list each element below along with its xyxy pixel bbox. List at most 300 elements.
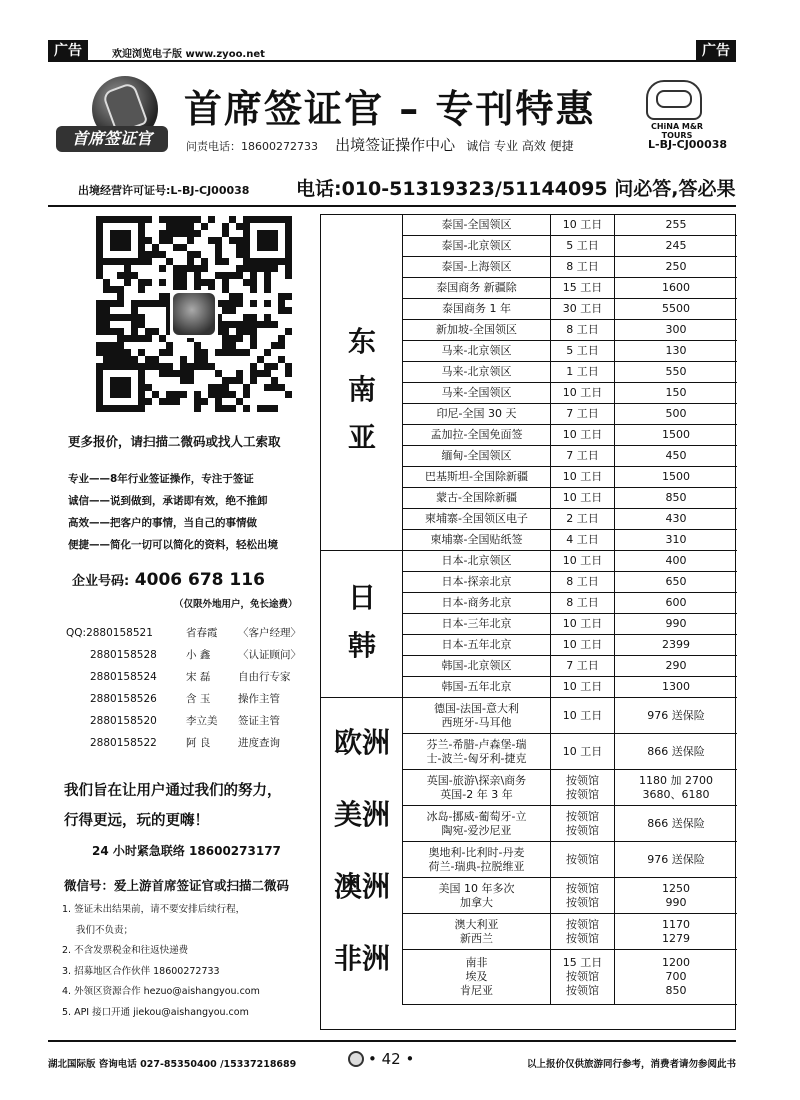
destination-cell-text: 荷兰-瑞典-拉脱维亚 [428,859,525,873]
destination-cell-text: 日本-三年北京 [441,617,512,630]
processing-time-cell-text: 10 工日 [562,680,603,693]
wechat-id: 微信号：爱上游首席签证官或扫描二微码 [64,878,290,893]
destination-cell-text: 马来-北京领区 [441,365,512,378]
processing-time-cell [551,734,615,769]
destination-cell-text: 肯尼亚 [460,984,493,997]
contact-row [66,622,301,644]
price-cell-text: 1500 [662,470,690,483]
enterprise-note: （仅限外地用户，免长途费） [174,599,298,610]
operating-license: 出境经营许可证号:L-BJ-CJ00038 [78,184,250,197]
principle-item: 便捷——简化一切可以简化的资料，轻松出境 [68,539,278,551]
mountain-logo-icon [656,90,692,108]
destination-cell-text: 泰国-全国领区 [441,218,512,231]
processing-time-cell-text: 15 工日 [562,956,603,969]
mission-statement [64,776,282,836]
processing-time-cell-text: 按领馆 [566,823,599,837]
destination-cell [403,614,551,634]
price-cell [615,383,737,403]
table-row [403,488,737,509]
price-cell-text: 450 [665,449,687,462]
processing-time-cell-text: 按领馆 [566,787,599,801]
center-name: 出境签证操作中心 [335,136,456,154]
processing-time-cell-text: 按领馆 [566,917,599,931]
contact-name: 宋 磊 [186,671,211,683]
contact-qq[interactable]: 2880158528 [90,649,157,661]
notes-list [62,900,260,1024]
table-row [403,278,737,299]
price-cell [615,446,737,466]
table-row [403,635,737,656]
destination-cell [403,467,551,487]
destination-cell-text: 冰岛-挪威-葡萄牙-立 [426,809,527,823]
processing-time-cell [551,530,615,550]
page-number-text: • 42 • [368,1050,415,1068]
price-cell-text: 976 送保险 [647,852,705,866]
contact-qq[interactable]: 2880158524 [90,671,157,683]
region-label: 澳洲 [333,870,390,903]
processing-time-cell [551,404,615,424]
contact-list [66,622,301,754]
contact-row [66,710,301,732]
contact-qq[interactable]: 2880158522 [90,737,157,749]
ad-tag-right: 广告 [696,40,736,62]
processing-time-cell-text: 5 工日 [566,344,599,357]
price-cell [615,404,737,424]
processing-time-cell-text: 按领馆 [566,773,599,787]
processing-time-cell [551,551,615,571]
table-row [403,734,737,770]
table-row [403,806,737,842]
destination-cell-text: 蒙古-全国除新疆 [436,491,517,504]
principle-item: 专业——8年行业签证操作，专注于签证 [68,473,254,485]
processing-time-cell-text: 10 工日 [562,638,603,651]
destination-cell-text: 新西兰 [460,931,493,945]
processing-time-cell-text: 10 工日 [562,470,603,483]
price-cell [615,278,737,298]
processing-time-cell-text: 30 工日 [562,302,603,315]
destination-cell [403,698,551,733]
table-row [403,425,737,446]
page-title: 首席签证官 – 专刊特惠 [184,87,596,131]
destination-cell-text: 马来-全国领区 [441,386,512,399]
price-cell-text: 310 [665,533,687,546]
processing-time-cell-text: 10 工日 [562,554,603,567]
footer-left: 湖北国际版 咨询电话 027-85350400 /15337218689 [48,1059,297,1070]
table-row [403,236,737,257]
contact-row [66,644,301,666]
price-cell [615,878,737,913]
divider [48,1040,736,1042]
contact-role: 操作主管 [238,693,280,705]
price-cell-text: 990 [665,617,687,630]
processing-time-cell [551,677,615,697]
note-item: 我们不负责； [76,924,134,936]
table-row [403,404,737,425]
enterprise-phone[interactable]: 4006 678 116 [134,570,265,590]
price-cell-text: 550 [665,365,687,378]
table-row [403,341,737,362]
price-cell-text: 150 [665,386,687,399]
price-cell [615,236,737,256]
processing-time-cell-text: 按领馆 [566,881,599,895]
region-label: 东 [347,325,376,358]
contact-role: 签证主管 [238,715,280,727]
destination-cell [403,446,551,466]
processing-time-cell [551,383,615,403]
main-phone: 电话:010-51319323/51144095 问必答,答必果 [296,178,736,200]
processing-time-cell-text: 10 工日 [562,744,603,758]
price-cell-text: 290 [665,659,687,672]
price-cell [615,257,737,277]
table-row [403,446,737,467]
processing-time-cell [551,425,615,445]
processing-time-cell [551,614,615,634]
processing-time-cell-text: 5 工日 [566,239,599,252]
processing-time-cell-text: 按领馆 [566,970,599,983]
table-row [403,878,737,914]
contact-role: 〈客户经理〉 [238,627,301,639]
price-cell [615,614,737,634]
destination-cell-text: 澳大利亚 [454,917,499,931]
table-row [403,572,737,593]
enterprise-label: 企业号码: [72,574,130,589]
processing-time-cell [551,320,615,340]
china-mr-tours-text: CHiNA M&R TOURS [650,122,704,140]
processing-time-cell-text: 10 工日 [562,617,603,630]
price-cell [615,488,737,508]
price-cell [615,914,737,949]
price-cell-text: 990 [665,895,687,909]
contact-name: 小 鑫 [186,649,211,661]
destination-cell [403,488,551,508]
destination-cell [403,551,551,571]
destination-cell-text: 印尼-全国 30 天 [436,407,517,420]
destination-cell-text: 巴基斯坦-全国除新疆 [425,470,528,483]
price-cell-text: 300 [665,323,687,336]
region-label: 日 [347,581,376,614]
region-cell [321,698,403,1005]
destination-cell-text: 韩国-五年北京 [441,680,512,693]
table-row [403,842,737,878]
table-row [403,257,737,278]
processing-time-cell [551,257,615,277]
price-cell-text: 1250 [662,881,690,895]
processing-time-cell [551,236,615,256]
contact-name: 李立美 [186,715,218,727]
price-cell-text: 1200 [662,956,690,969]
price-cell-text: 430 [665,512,687,525]
table-row [403,383,737,404]
processing-time-cell [551,842,615,877]
processing-time-cell [551,572,615,592]
destination-cell [403,425,551,445]
table-row [403,509,737,530]
table-row [403,551,737,572]
processing-time-cell [551,278,615,298]
region-label: 南 [347,373,376,406]
destination-cell-text: 奥地利-比利时-丹麦 [428,845,525,859]
price-cell [615,467,737,487]
table-row [403,950,737,1005]
destination-cell-text: 英国-旅游\探亲\商务 [426,773,527,787]
price-cell [615,320,737,340]
processing-time-cell-text: 2 工日 [566,512,599,525]
destination-cell [403,278,551,298]
price-cell [615,425,737,445]
processing-time-cell [551,878,615,913]
region-label: 欧洲 [333,726,390,759]
destination-cell-text: 孟加拉-全国免面签 [430,428,523,441]
processing-time-cell-text: 4 工日 [566,533,599,546]
table-row [403,467,737,488]
destination-cell-text: 德国-法国-意大利 [434,701,519,715]
table-row [403,770,737,806]
destination-cell [403,530,551,550]
price-cell [615,698,737,733]
contact-qq[interactable]: 2880158526 [90,693,157,705]
scan-prompt: 更多报价，请扫描二微码或找人工索取 [68,434,281,449]
destination-cell [403,806,551,841]
processing-time-cell [551,488,615,508]
destination-cell [403,593,551,613]
contact-name: 含 玉 [186,693,211,705]
visa-officer-logo-icon [173,293,215,335]
slogan: 诚信 专业 高效 便捷 [466,139,574,153]
contact-row [66,688,301,710]
region-label: 亚 [347,421,376,454]
price-cell [615,677,737,697]
destination-cell [403,383,551,403]
processing-time-cell-text: 8 工日 [566,323,599,336]
processing-time-cell [551,215,615,235]
accountability-phone: 问责电话：18600272733 [186,140,318,153]
region-label: 美洲 [333,798,390,831]
divider [48,205,736,207]
contact-row [66,666,301,688]
destination-cell [403,677,551,697]
destination-cell-text: 日本-探亲北京 [441,575,512,588]
price-cell-text: 400 [665,554,687,567]
price-cell [615,215,737,235]
destination-cell [403,878,551,913]
processing-time-cell-text: 按领馆 [566,931,599,945]
note-item: 3. 招募地区合作伙伴 18600272733 [62,965,220,977]
contact-qq[interactable]: QQ:2880158521 [66,627,153,639]
processing-time-cell-text: 按领馆 [566,895,599,909]
processing-time-cell-text: 10 工日 [562,218,603,231]
license-code-right: L-BJ-CJ00038 [648,138,728,151]
price-cell [615,299,737,319]
table-row [403,656,737,677]
destination-cell [403,770,551,805]
destination-cell-text: 马来-北京领区 [441,344,512,357]
contact-name: 省春霞 [186,627,218,639]
destination-cell-text: 加拿大 [460,895,493,909]
price-cell-text: 850 [665,491,687,504]
logo-banner: 首席签证官 [56,126,168,152]
destination-cell [403,842,551,877]
destination-cell [403,509,551,529]
price-cell [615,734,737,769]
price-cell [615,593,737,613]
price-cell-text: 976 送保险 [647,708,705,722]
processing-time-cell-text: 按领馆 [566,809,599,823]
contact-role: 进度查询 [238,737,280,749]
destination-cell-text: 日本-北京领区 [441,554,512,567]
price-cell-text: 250 [665,260,687,273]
processing-time-cell-text: 1 工日 [566,365,599,378]
destination-cell-text: 韩国-北京领区 [441,659,512,672]
table-row [403,530,737,551]
price-cell [615,635,737,655]
processing-time-cell-text: 7 工日 [566,659,599,672]
destination-cell-text: 柬埔寨-全国贴纸签 [430,533,523,546]
table-row [403,362,737,383]
price-cell-text: 866 送保险 [647,816,705,830]
emergency-hotline: 24 小时紧急联络 18600273177 [92,844,281,858]
price-cell-text: 500 [665,407,687,420]
destination-cell [403,341,551,361]
page-number [348,1050,414,1068]
processing-time-cell-text: 10 工日 [562,428,603,441]
price-cell-text: 1279 [662,931,690,945]
processing-time-cell [551,806,615,841]
processing-time-cell [551,914,615,949]
table-row [403,914,737,950]
price-cell [615,341,737,361]
price-cell [615,842,737,877]
destination-cell [403,257,551,277]
processing-time-cell-text: 7 工日 [566,449,599,462]
processing-time-cell [551,635,615,655]
price-cell-text: 1180 加 2700 [639,773,713,787]
contact-row [66,732,301,754]
table-row [403,677,737,698]
price-cell-text: 1300 [662,680,690,693]
price-cell [615,770,737,805]
price-cell-text: 245 [665,239,687,252]
processing-time-cell [551,509,615,529]
price-cell-text: 2399 [662,638,690,651]
destination-cell [403,734,551,769]
destination-cell-text: 泰国-北京领区 [441,239,512,252]
destination-cell [403,299,551,319]
top-bar [48,40,736,62]
destination-cell [403,950,551,1004]
price-table [320,214,736,1030]
price-cell-text: 255 [665,218,687,231]
processing-time-cell-text: 8 工日 [566,575,599,588]
table-row [403,698,737,734]
processing-time-cell-text: 按领馆 [566,852,599,866]
contact-role: 〈认证顾问〉 [238,649,301,661]
principles-list [68,468,278,556]
price-cell [615,950,737,1004]
processing-time-cell-text: 8 工日 [566,596,599,609]
processing-time-cell [551,362,615,382]
principle-item: 高效——把客户的事情，当自己的事情做 [68,517,257,529]
table-row [403,593,737,614]
processing-time-cell-text: 按领馆 [566,984,599,997]
destination-cell [403,635,551,655]
destination-cell-text: 士-波兰-匈牙利-捷克 [426,751,527,765]
price-cell [615,551,737,571]
ad-tag-left: 广告 [48,40,88,62]
mission-line: 我们旨在让用户通过我们的努力， [64,783,282,799]
destination-cell-text: 埃及 [465,970,488,983]
processing-time-cell-text: 10 工日 [562,491,603,504]
destination-cell [403,215,551,235]
price-cell-text: 130 [665,344,687,357]
region-cell [321,551,403,698]
mission-line: 行得更远，玩的更嗨！ [64,813,209,829]
note-item: 2. 不含发票税金和往返快递费 [62,945,189,957]
price-cell-text: 1500 [662,428,690,441]
price-cell-text: 650 [665,575,687,588]
destination-cell-text: 柬埔寨-全国领区电子 [425,512,528,525]
price-cell [615,656,737,676]
footer-right: 以上报价仅供旅游同行参考，消费者请勿参阅此书 [526,1059,736,1070]
processing-time-cell [551,656,615,676]
processing-time-cell-text: 15 工日 [562,281,603,294]
note-item: 4. 外领区资源合作 hezuo@aishangyou.com [62,986,260,998]
destination-cell-text: 西班牙-马耳他 [441,715,512,729]
header-subline [186,134,574,155]
price-cell [615,362,737,382]
table-row [403,299,737,320]
price-cell-text: 3680、6180 [642,787,710,801]
processing-time-cell [551,770,615,805]
destination-cell-text: 缅甸-全国领区 [441,449,512,462]
price-cell-text: 850 [665,984,687,997]
price-cell [615,530,737,550]
processing-time-cell [551,341,615,361]
enterprise-number [72,570,265,590]
price-cell-text: 866 送保险 [647,744,705,758]
price-cell-text: 1600 [662,281,690,294]
destination-cell [403,572,551,592]
welcome-text: 欢迎浏览电子版 www.zyoo.net [112,49,265,60]
destination-cell-text: 泰国商务 新疆除 [436,281,517,294]
destination-cell-text: 陶宛-爱沙尼亚 [441,823,512,837]
destination-cell-text: 英国-2 年 3 年 [440,787,513,801]
processing-time-cell-text: 8 工日 [566,260,599,273]
destination-cell-text: 芬兰-希腊-卢森堡-瑞 [426,737,527,751]
processing-time-cell [551,446,615,466]
contact-name: 阿 良 [186,737,211,749]
processing-time-cell-text: 7 工日 [566,407,599,420]
price-cell-text: 700 [665,970,687,983]
contact-role: 自由行专家 [238,671,291,683]
processing-time-cell [551,698,615,733]
note-item: 5. API 接口开通 jiekou@aishangyou.com [62,1006,249,1018]
advertisement-page [48,40,736,1080]
destination-cell-text: 南非 [465,956,488,969]
qr-center-logo [170,290,218,338]
table-row [403,215,737,236]
processing-time-cell-text: 10 工日 [562,708,603,722]
region-cell [321,215,403,551]
qr-code[interactable] [96,216,292,412]
processing-time-cell [551,593,615,613]
destination-cell-text: 日本-商务北京 [441,596,512,609]
table-row [403,320,737,341]
principle-item: 诚信——说到做到，承诺即有效，绝不推卸 [68,495,268,507]
price-cell-text: 1170 [662,917,690,931]
contact-qq[interactable]: 2880158520 [90,715,157,727]
table-row [403,614,737,635]
processing-time-cell [551,299,615,319]
